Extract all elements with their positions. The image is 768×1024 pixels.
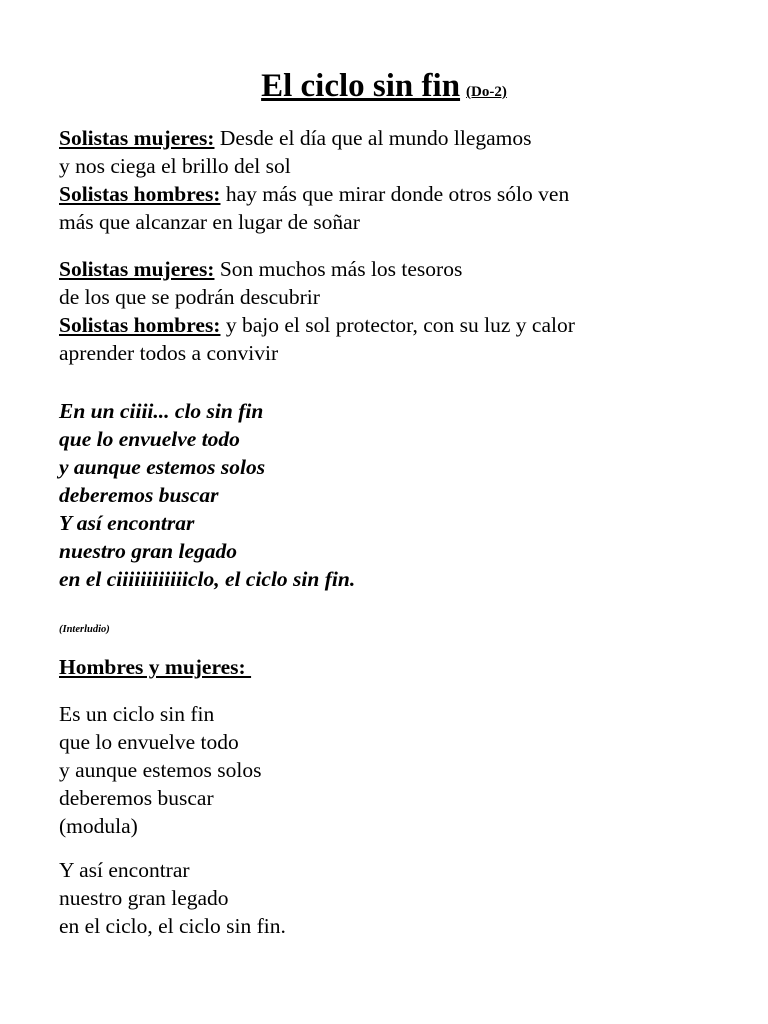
- chorus-line: nuestro gran legado: [59, 539, 238, 563]
- section-heading: Hombres y mujeres:: [59, 655, 252, 679]
- verse-1-line-1: [59, 124, 739, 152]
- chorus-line: En un ciiii... clo sin fin: [59, 399, 264, 423]
- chorus-line: deberemos buscar: [59, 483, 219, 507]
- song-title: El ciclo sin fin: [261, 68, 461, 104]
- page-title: [0, 66, 768, 112]
- song-key: (Do-2): [466, 84, 507, 100]
- singer-label: Solistas mujeres:: [59, 126, 215, 150]
- final-stanza-1: [59, 700, 739, 840]
- verse-2-line-1: [59, 255, 739, 283]
- chorus: [59, 397, 739, 593]
- verse-2-line-2: de los que se podrán descubrir: [59, 285, 320, 309]
- lyric-text: Son muchos más los tesoros: [214, 257, 463, 281]
- verse-2-line-4: aprender todos a convivir: [59, 341, 279, 365]
- singer-label: Solistas hombres:: [59, 313, 221, 337]
- verse-1-line-3: [59, 180, 739, 208]
- verse-2: [59, 255, 739, 367]
- lyric-line: y aunque estemos solos: [59, 758, 262, 782]
- singer-label: Solistas hombres:: [59, 182, 221, 206]
- singer-label: Solistas mujeres:: [59, 257, 215, 281]
- chorus-line: que lo envuelve todo: [59, 427, 240, 451]
- lyric-line: Y así encontrar: [59, 858, 190, 882]
- verse-1-line-2: y nos ciega el brillo del sol: [59, 154, 291, 178]
- verse-2-line-3: [59, 311, 739, 339]
- chorus-line: y aunque estemos solos: [59, 455, 266, 479]
- verse-1-line-4: más que alcanzar en lugar de soñar: [59, 210, 360, 234]
- lyric-line: nuestro gran legado: [59, 886, 229, 910]
- final-stanza-2: [59, 856, 739, 940]
- lyric-line: Es un ciclo sin fin: [59, 702, 215, 726]
- verse-1: [59, 124, 739, 236]
- lyric-line: deberemos buscar: [59, 786, 214, 810]
- lyric-text: y bajo el sol protector, con su luz y calor: [220, 313, 575, 337]
- lyric-line: que lo envuelve todo: [59, 730, 239, 754]
- lyric-line: en el ciclo, el ciclo sin fin.: [59, 914, 286, 938]
- interlude-note: (Interludio): [59, 624, 110, 635]
- chorus-line: en el ciiiiiiiiiiiiclo, el ciclo sin fin.: [59, 567, 356, 591]
- lyric-text: Desde el día que al mundo llegamos: [214, 126, 532, 150]
- modulation-note: (modula): [59, 814, 138, 838]
- chorus-line: Y así encontrar: [59, 511, 195, 535]
- lyric-text: hay más que mirar donde otros sólo ven: [220, 182, 570, 206]
